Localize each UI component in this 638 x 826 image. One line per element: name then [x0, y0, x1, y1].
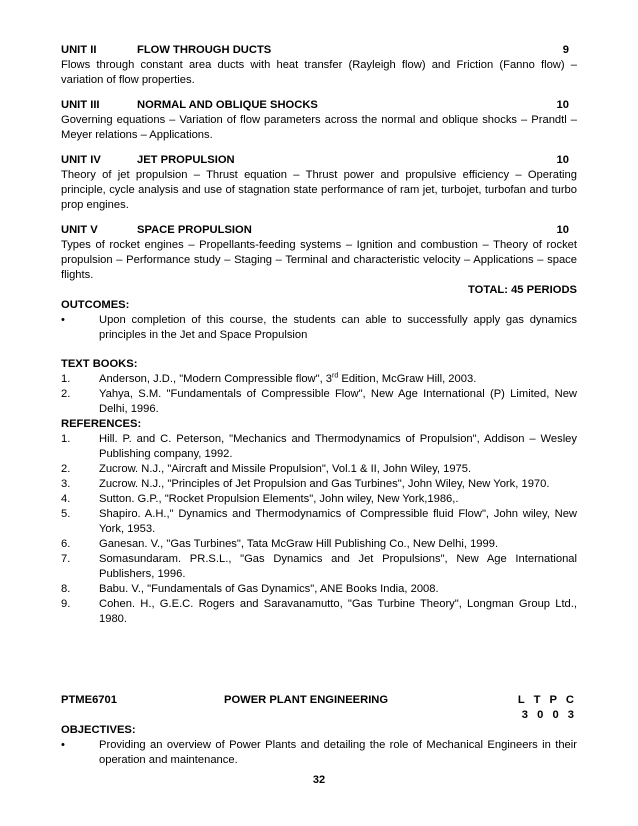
unit-code: UNIT III	[61, 99, 100, 111]
objectives-heading: OBJECTIVES:	[61, 724, 136, 736]
reference-text: Ganesan. V., "Gas Turbines", Tata McGraw Hill Publishing Co., New Delhi, 1999.	[99, 538, 499, 550]
reference-item	[61, 477, 577, 492]
unit-block	[61, 98, 577, 143]
item-number: 5.	[61, 508, 71, 520]
reference-text: Cohen. H., G.E.C. Rogers and Saravanamutto, "Gas Turbine Theory", Longman Group Ltd., 1980.	[99, 598, 577, 625]
reference-text: Shapiro. A.H.," Dynamics and Thermodynamics of Compressible fluid Flow", John wiley, New York, 1953.	[99, 508, 577, 535]
unit-title: SPACE PROPULSION	[137, 224, 252, 236]
reference-text: Somasundaram. PR.S.L., "Gas Dynamics and Jet Propulsions", New Age International Publishers, 1996.	[99, 553, 577, 580]
unit-heading	[61, 98, 577, 113]
reference-item	[61, 462, 577, 477]
ltpc-values: 3 0 0 3	[521, 709, 577, 721]
text-books-heading: TEXT BOOKS:	[61, 358, 138, 370]
objective-text: Providing an overview of Power Plants and detailing the role of Mechanical Engineers in their operation and maintenance.	[99, 739, 577, 766]
unit-hours: 9	[562, 44, 569, 56]
text-book-text: Anderson, J.D., "Modern Compressible flow", 3rd Edition, McGraw Hill, 2003.	[99, 372, 477, 385]
reference-item	[61, 537, 577, 552]
unit-title: FLOW THROUGH DUCTS	[137, 44, 272, 56]
unit-block	[61, 153, 577, 213]
item-number: 3.	[61, 478, 71, 490]
page-number: 32	[312, 774, 326, 786]
unit-title: NORMAL AND OBLIQUE SHOCKS	[137, 99, 318, 111]
unit-hours: 10	[556, 154, 569, 166]
unit-block	[61, 223, 577, 283]
course-code: PTME6701	[61, 694, 117, 706]
reference-item	[61, 597, 577, 627]
outcomes-heading: OUTCOMES:	[61, 299, 130, 311]
text-book-item	[61, 372, 577, 387]
bullet: •	[61, 739, 65, 751]
document-page	[61, 43, 577, 768]
unit-code: UNIT IV	[61, 154, 101, 166]
unit-body: Flows through constant area ducts with heat transfer (Rayleigh flow) and Friction (Fanno flow) – variation of flow properties.	[61, 59, 577, 86]
item-number: 1.	[61, 373, 71, 385]
unit-heading	[61, 153, 577, 168]
unit-block	[61, 43, 577, 88]
ltpc-labels: L T P C	[517, 694, 577, 706]
text-book-text: Yahya, S.M. "Fundamentals of Compressible Flow", New Age International (P) Limited, New Delhi, 1996.	[99, 388, 577, 415]
unit-heading	[61, 43, 577, 58]
unit-heading	[61, 223, 577, 238]
reference-text: Zucrow. N.J., "Aircraft and Missile Propulsion", Vol.1 & II, John Wiley, 1975.	[99, 463, 472, 475]
unit-code: UNIT II	[61, 44, 97, 56]
reference-text: Hill. P. and C. Peterson, "Mechanics and Thermodynamics of Propulsion", Addison – Wesley Publishing company, 1992.	[99, 433, 577, 460]
item-number: 7.	[61, 553, 71, 565]
item-number: 8.	[61, 583, 71, 595]
unit-hours: 10	[556, 224, 569, 236]
reference-item	[61, 507, 577, 537]
reference-item	[61, 432, 577, 462]
course-title: POWER PLANT ENGINEERING	[224, 694, 389, 706]
item-number: 2.	[61, 463, 71, 475]
outcome-text: Upon completion of this course, the students can able to successfully apply gas dynamics principles in the Jet and Space Propulsion	[99, 314, 577, 341]
item-number: 4.	[61, 493, 71, 505]
unit-body: Governing equations – Variation of flow parameters across the normal and oblique shocks – Prandtl – Meyer relations – Applications.	[61, 114, 577, 141]
objective-item	[61, 738, 577, 768]
item-number: 2.	[61, 388, 71, 400]
unit-title: JET PROPULSION	[137, 154, 235, 166]
reference-item	[61, 582, 577, 597]
references-heading: REFERENCES:	[61, 418, 142, 430]
total-periods: TOTAL: 45 PERIODS	[468, 284, 577, 296]
item-number: 9.	[61, 598, 71, 610]
unit-body: Theory of jet propulsion – Thrust equation – Thrust power and propulsive efficiency – Operating principle, cycle analysis and use of stagnation state performance of ram jet, turbojet, turbofan and turbo prop engines.	[61, 169, 577, 211]
outcome-item	[61, 313, 577, 343]
unit-body: Types of rocket engines – Propellants-feeding systems – Ignition and combustion – Theory of rocket propulsion – Performance study – Staging – Terminal and characteristic velocity – Applications – space flights.	[61, 239, 577, 281]
reference-text: Zucrow. N.J., "Principles of Jet Propulsion and Gas Turbines", John Wiley, New York, 1970.	[99, 478, 550, 490]
item-number: 6.	[61, 538, 71, 550]
reference-item	[61, 492, 577, 507]
course-heading	[61, 693, 577, 708]
reference-text: Babu. V., "Fundamentals of Gas Dynamics", ANE Books India, 2008.	[99, 583, 439, 595]
unit-hours: 10	[556, 99, 569, 111]
reference-text: Sutton. G.P., "Rocket Propulsion Elements", John wiley, New York,1986,.	[99, 493, 459, 505]
text-book-item	[61, 387, 577, 417]
bullet: •	[61, 314, 65, 326]
reference-item	[61, 552, 577, 582]
item-number: 1.	[61, 433, 71, 445]
unit-code: UNIT V	[61, 224, 98, 236]
